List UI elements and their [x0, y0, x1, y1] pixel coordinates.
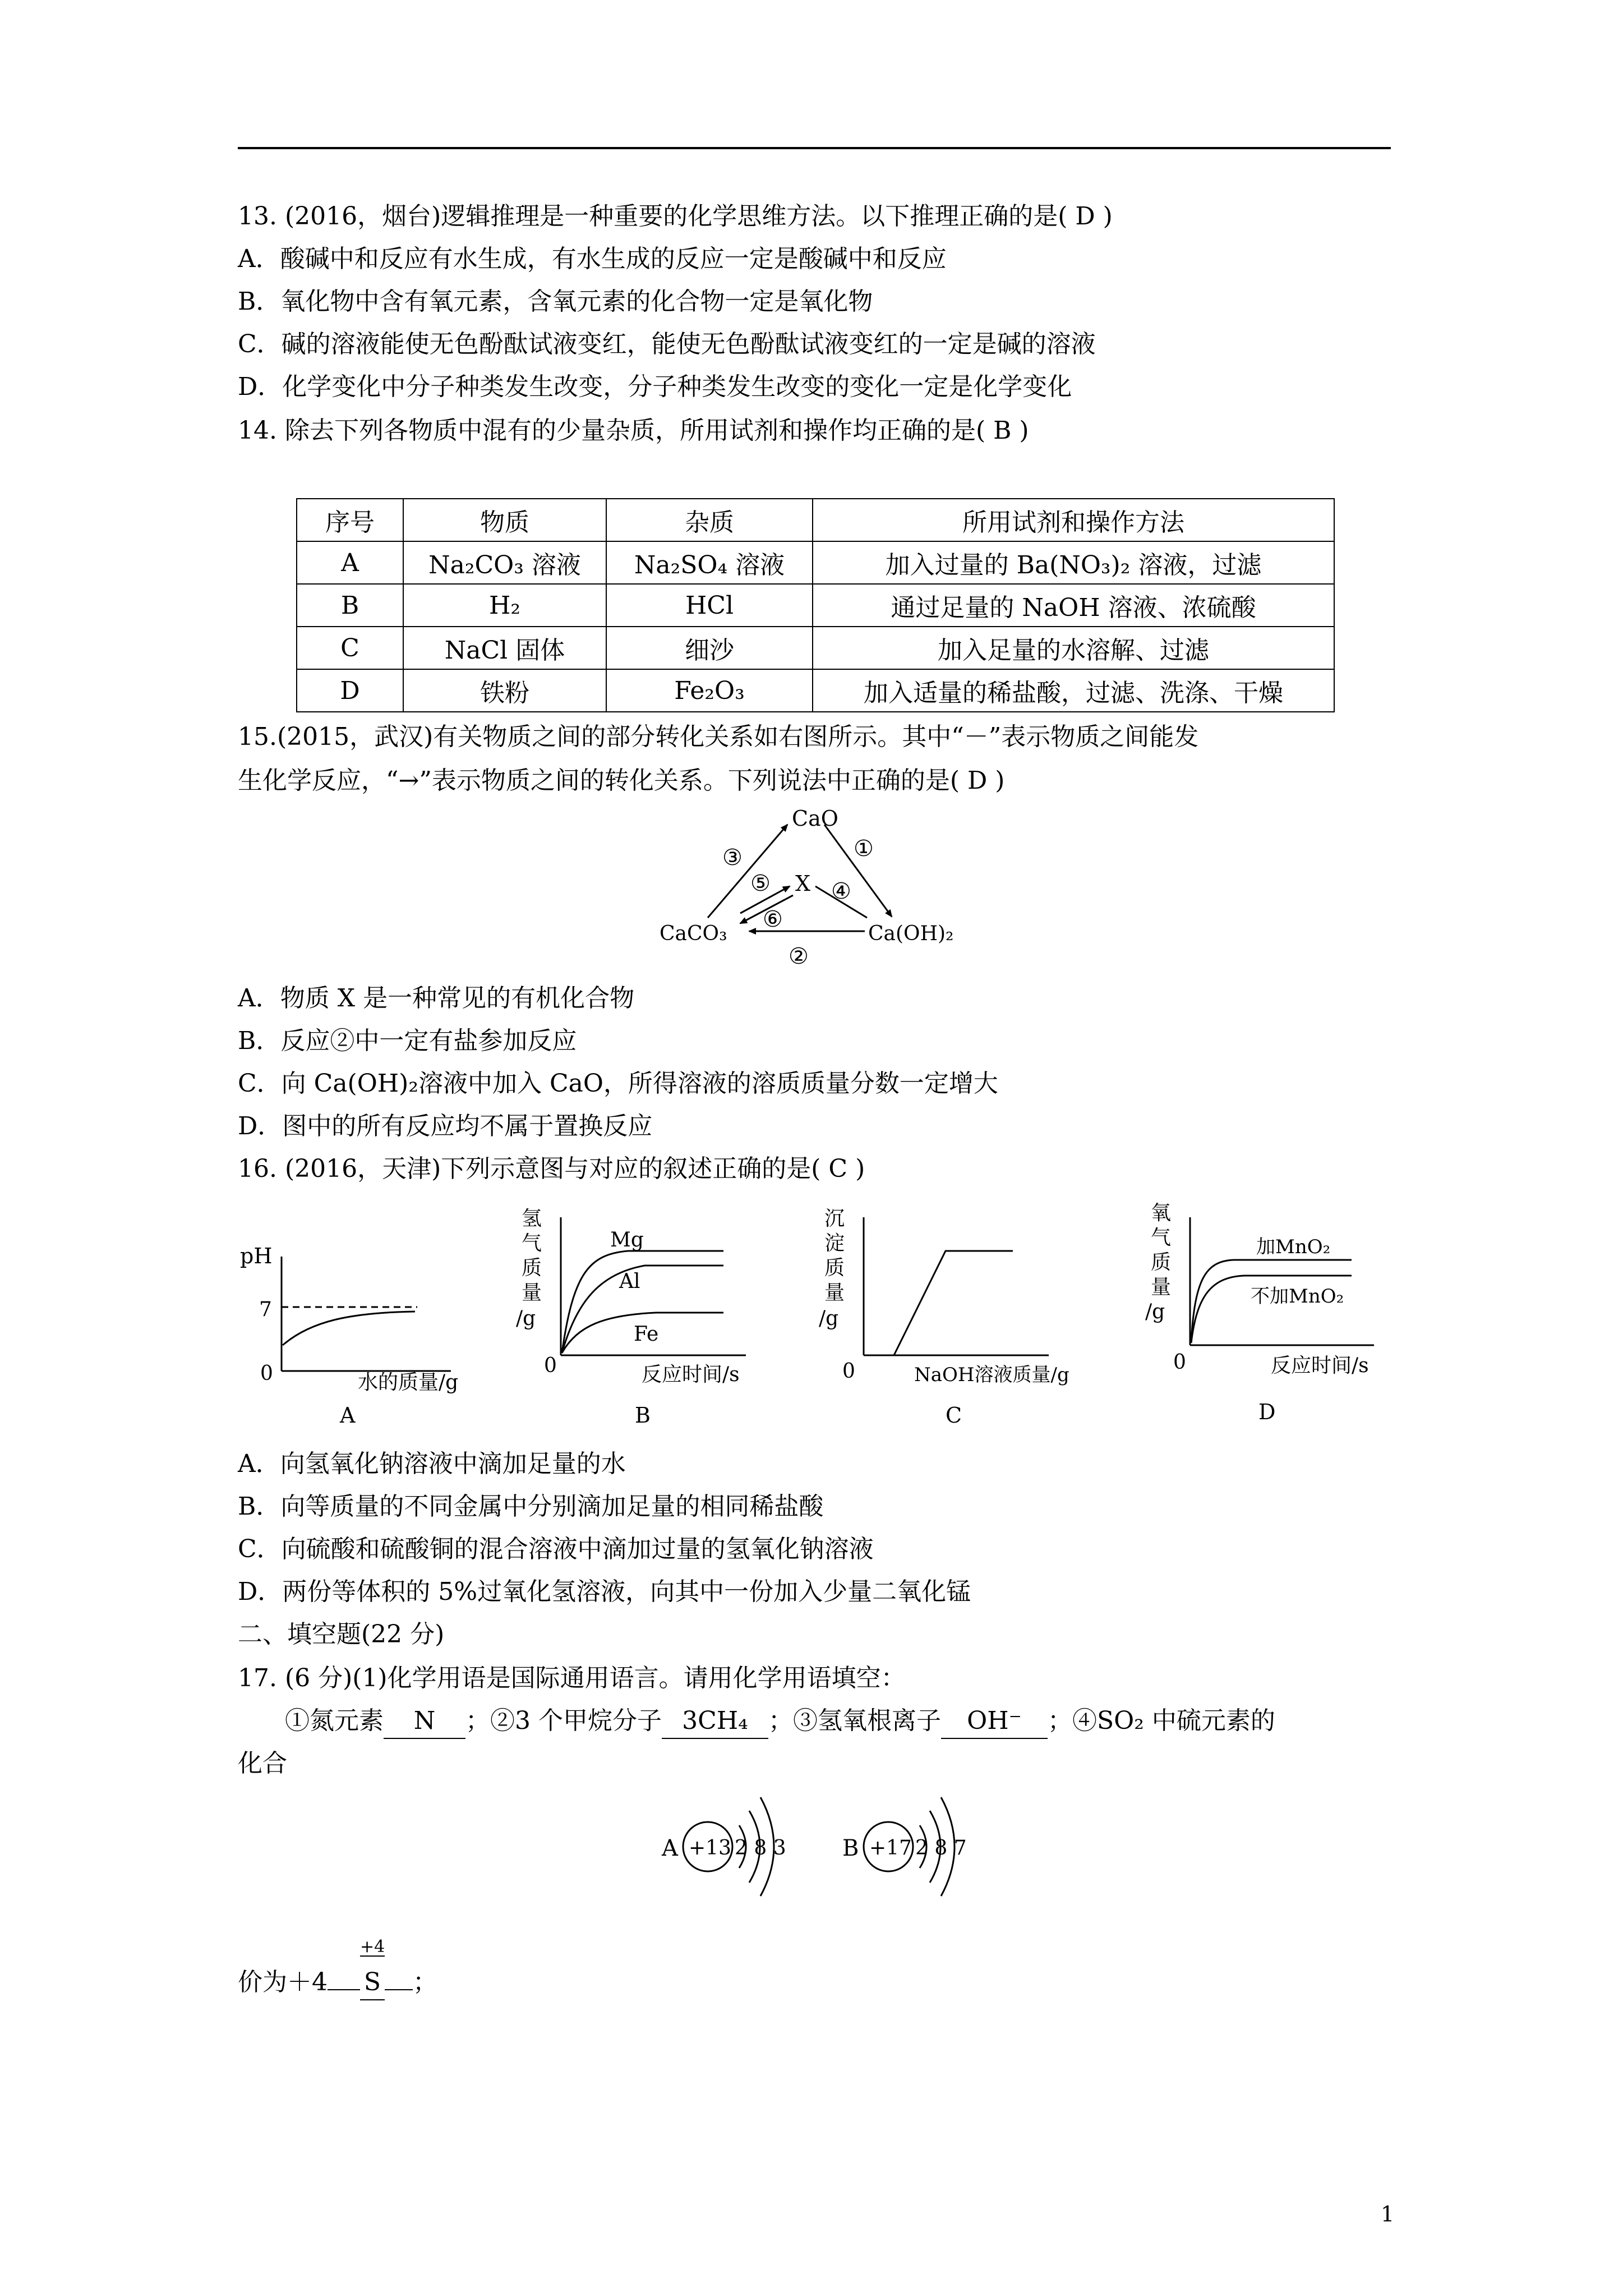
atom-a-electrons: 2 8 3: [735, 1837, 786, 1860]
q13-stem: 13. (2016，烟台)逻辑推理是一种重要的化学思维方法。以下推理正确的是( D ): [238, 202, 1113, 231]
graph-a-caption: A: [340, 1403, 356, 1428]
atom-b-electrons: 2 8 7: [915, 1837, 967, 1860]
q14-table: [296, 498, 1335, 712]
q17-answer-3: OH⁻: [941, 1704, 1048, 1739]
q15-stem-line1: 15.(2015，武汉)有关物质之间的部分转化关系如右图所示。其中“－”表示物质之间能发: [238, 723, 1199, 751]
graph-b-ylabel-5: /g: [516, 1307, 536, 1330]
q17-prompt-4: ；④SO₂ 中硫元素的: [1047, 1706, 1275, 1735]
graph-b-ylabel-2: 气: [522, 1232, 542, 1255]
graph-d-without-mno2-label: 不加MnO₂: [1251, 1285, 1344, 1308]
q16-option-c: C．向硫酸和硫酸铜的混合溶液中滴加过量的氢氧化钠溶液: [238, 1535, 874, 1563]
table-cell: Na₂CO₃ 溶液: [403, 541, 606, 584]
q17-valence-prefix: 价为＋4: [238, 1968, 328, 1996]
q15-stem-line2: 生化学反应，“→”表示物质之间的转化关系。下列说法中正确的是( D ): [238, 766, 1005, 795]
q16-graph-d: [1138, 1195, 1408, 1436]
graph-c-caption: C: [946, 1403, 962, 1428]
table-header: 物质: [403, 499, 606, 541]
table-row: [297, 541, 1334, 584]
q17-valence-answer: [360, 1937, 385, 2000]
graph-b-caption: B: [635, 1403, 651, 1428]
q17-stem: 17. (6 分)(1)化学用语是国际通用语言。请用化学用语填空：: [238, 1664, 906, 1692]
q17-answer-1: N: [384, 1704, 465, 1739]
graph-b-origin: 0: [544, 1354, 557, 1377]
table-cell: D: [297, 669, 403, 712]
q17-valence-suffix: ；: [413, 1968, 437, 1996]
graph-c-precipitate-line: [894, 1251, 1013, 1355]
cao-label: CaO: [792, 806, 838, 831]
graph-d-ylabel-1: 氧: [1151, 1202, 1172, 1225]
graph-a-origin: 0: [260, 1362, 273, 1385]
graph-a-ylabel: pH: [240, 1244, 273, 1268]
graph-d-origin: 0: [1173, 1351, 1186, 1374]
q13-option-b: B．氧化物中含有氧元素，含氧元素的化合物一定是氧化物: [238, 287, 873, 316]
q15-conversion-diagram: [656, 802, 970, 970]
graph-c-xlabel: NaOH溶液质量/g: [914, 1364, 1069, 1386]
q16-graph-a: [238, 1223, 507, 1436]
table-cell: NaCl 固体: [403, 627, 606, 669]
graph-c-ylabel-3: 质: [824, 1257, 845, 1280]
caoh2-label: Ca(OH)₂: [868, 922, 954, 945]
q16-option-b: B．向等质量的不同金属中分别滴加足量的相同稀盐酸: [238, 1492, 824, 1521]
table-cell: H₂: [403, 584, 606, 627]
q15-option-d: D．图中的所有反应均不属于置换反应: [238, 1112, 653, 1140]
q13-option-d: D．化学变化中分子种类发生改变，分子种类发生改变的变化一定是化学变化: [238, 372, 1072, 401]
header-rule: [238, 147, 1391, 149]
table-cell: 通过足量的 NaOH 溶液、浓硫酸: [813, 584, 1334, 627]
q13-option-c: C．碱的溶液能使无色酚酞试液变红，能使无色酚酞试液变红的一定是碱的溶液: [238, 330, 1096, 358]
q17-answer-2: 3CH₄: [662, 1704, 768, 1739]
q16-graph-b: [510, 1200, 780, 1436]
table-cell: 铁粉: [403, 669, 606, 712]
graph-d-xlabel: 反应时间/s: [1271, 1354, 1369, 1377]
blank-underline: [328, 1989, 360, 1990]
atom-a-label: A: [662, 1835, 678, 1861]
graph-d-with-mno2-label: 加MnO₂: [1256, 1236, 1331, 1258]
graph-a-xlabel: 水的质量/g: [358, 1371, 459, 1394]
table-cell: 细沙: [606, 627, 813, 669]
q17-valence-symbol: S: [363, 1968, 381, 1996]
q16-option-a: A．向氢氧化钠溶液中滴加足量的水: [238, 1450, 626, 1478]
graph-b-ylabel-3: 质: [522, 1257, 542, 1280]
table-header: 杂质: [606, 499, 813, 541]
label-1: ①: [854, 836, 874, 862]
q17-valence-top: +4: [360, 1937, 385, 1957]
graph-c-ylabel-1: 沉: [824, 1207, 845, 1230]
label-5: ⑤: [750, 871, 771, 896]
graph-b-fe-label: Fe: [634, 1323, 659, 1346]
q14-stem: 14. 除去下列各物质中混有的少量杂质，所用试剂和操作均正确的是( B ): [238, 416, 1029, 445]
table-row: [297, 627, 1334, 669]
graph-d-ylabel-2: 气: [1151, 1226, 1172, 1249]
q15-option-a: A．物质 X 是一种常见的有机化合物: [238, 984, 635, 1013]
atom-b-nucleus-charge: +17: [869, 1837, 912, 1860]
table-cell: C: [297, 627, 403, 669]
table-cell: 加入适量的稀盐酸，过滤、洗涤、干燥: [813, 669, 1334, 712]
atom-structure-diagrams: [656, 1784, 993, 1907]
label-4: ④: [831, 878, 851, 904]
q17-prompt-2: ；②3 个甲烷分子: [465, 1706, 662, 1735]
table-cell: Na₂SO₄ 溶液: [606, 541, 813, 584]
graph-d-caption: D: [1258, 1400, 1276, 1424]
table-header: 所用试剂和操作方法: [813, 499, 1334, 541]
table-header: 序号: [297, 499, 403, 541]
graph-c-ylabel-4: 量: [824, 1281, 845, 1304]
table-cell: Fe₂O₃: [606, 669, 813, 712]
graph-c-ylabel-2: 淀: [824, 1232, 845, 1255]
q17-continuation: 化合: [238, 1749, 287, 1778]
graph-d-ylabel-3: 质: [1151, 1251, 1172, 1274]
graph-d-ylabel-4: 量: [1151, 1276, 1172, 1299]
q16-option-d: D．两份等体积的 5%过氧化氢溶液，向其中一份加入少量二氧化锰: [238, 1577, 971, 1606]
table-cell: 加入过量的 Ba(NO₃)₂ 溶液，过滤: [813, 541, 1334, 584]
graph-b-mg-label: Mg: [610, 1228, 644, 1251]
q13-option-a: A．酸碱中和反应有水生成，有水生成的反应一定是酸碱中和反应: [238, 245, 947, 273]
page-number: 1: [1381, 2202, 1395, 2226]
q17-prompt-1: ①氮元素: [285, 1706, 384, 1735]
graph-b-al-label: Al: [619, 1270, 640, 1293]
graph-d-ylabel-5: /g: [1145, 1300, 1165, 1323]
q16-stem: 16. (2016，天津)下列示意图与对应的叙述正确的是( C ): [238, 1154, 865, 1183]
graph-c-origin: 0: [842, 1360, 855, 1383]
caco3-label: CaCO₃: [660, 922, 727, 945]
atom-a-nucleus-charge: +13: [689, 1837, 731, 1860]
q15-option-b: B．反应②中一定有盐参加反应: [238, 1027, 577, 1055]
table-cell: A: [297, 541, 403, 584]
table-cell: HCl: [606, 584, 813, 627]
q17-prompt-3: ；③氢氧根离子: [768, 1706, 941, 1735]
table-cell: B: [297, 584, 403, 627]
label-3: ③: [722, 845, 743, 871]
graph-b-ylabel-1: 氢: [522, 1207, 542, 1230]
q15-option-c: C．向 Ca(OH)₂溶液中加入 CaO，所得溶液的溶质质量分数一定增大: [238, 1069, 998, 1098]
q17-valence-line: [238, 1937, 437, 2000]
graph-c-ylabel-5: /g: [819, 1307, 839, 1330]
table-cell: 加入足量的水溶解、过滤: [813, 627, 1334, 669]
graph-b-ylabel-4: 量: [522, 1281, 542, 1304]
graph-a-seven: 7: [259, 1298, 272, 1321]
q16-graph-c: [813, 1200, 1127, 1436]
label-2: ②: [789, 944, 809, 969]
table-row: [297, 669, 1334, 712]
x-label: X: [795, 871, 811, 896]
blank-underline: [385, 1989, 413, 1990]
q17-fill-line: [285, 1704, 1275, 1739]
graph-a-curve: [283, 1312, 415, 1345]
label-6: ⑥: [763, 907, 783, 932]
section-heading: 二、填空题(22 分): [238, 1620, 445, 1649]
table-header-row: [297, 499, 1334, 541]
graph-b-xlabel: 反应时间/s: [642, 1363, 740, 1386]
atom-b-label: B: [842, 1835, 859, 1861]
table-row: [297, 584, 1334, 627]
